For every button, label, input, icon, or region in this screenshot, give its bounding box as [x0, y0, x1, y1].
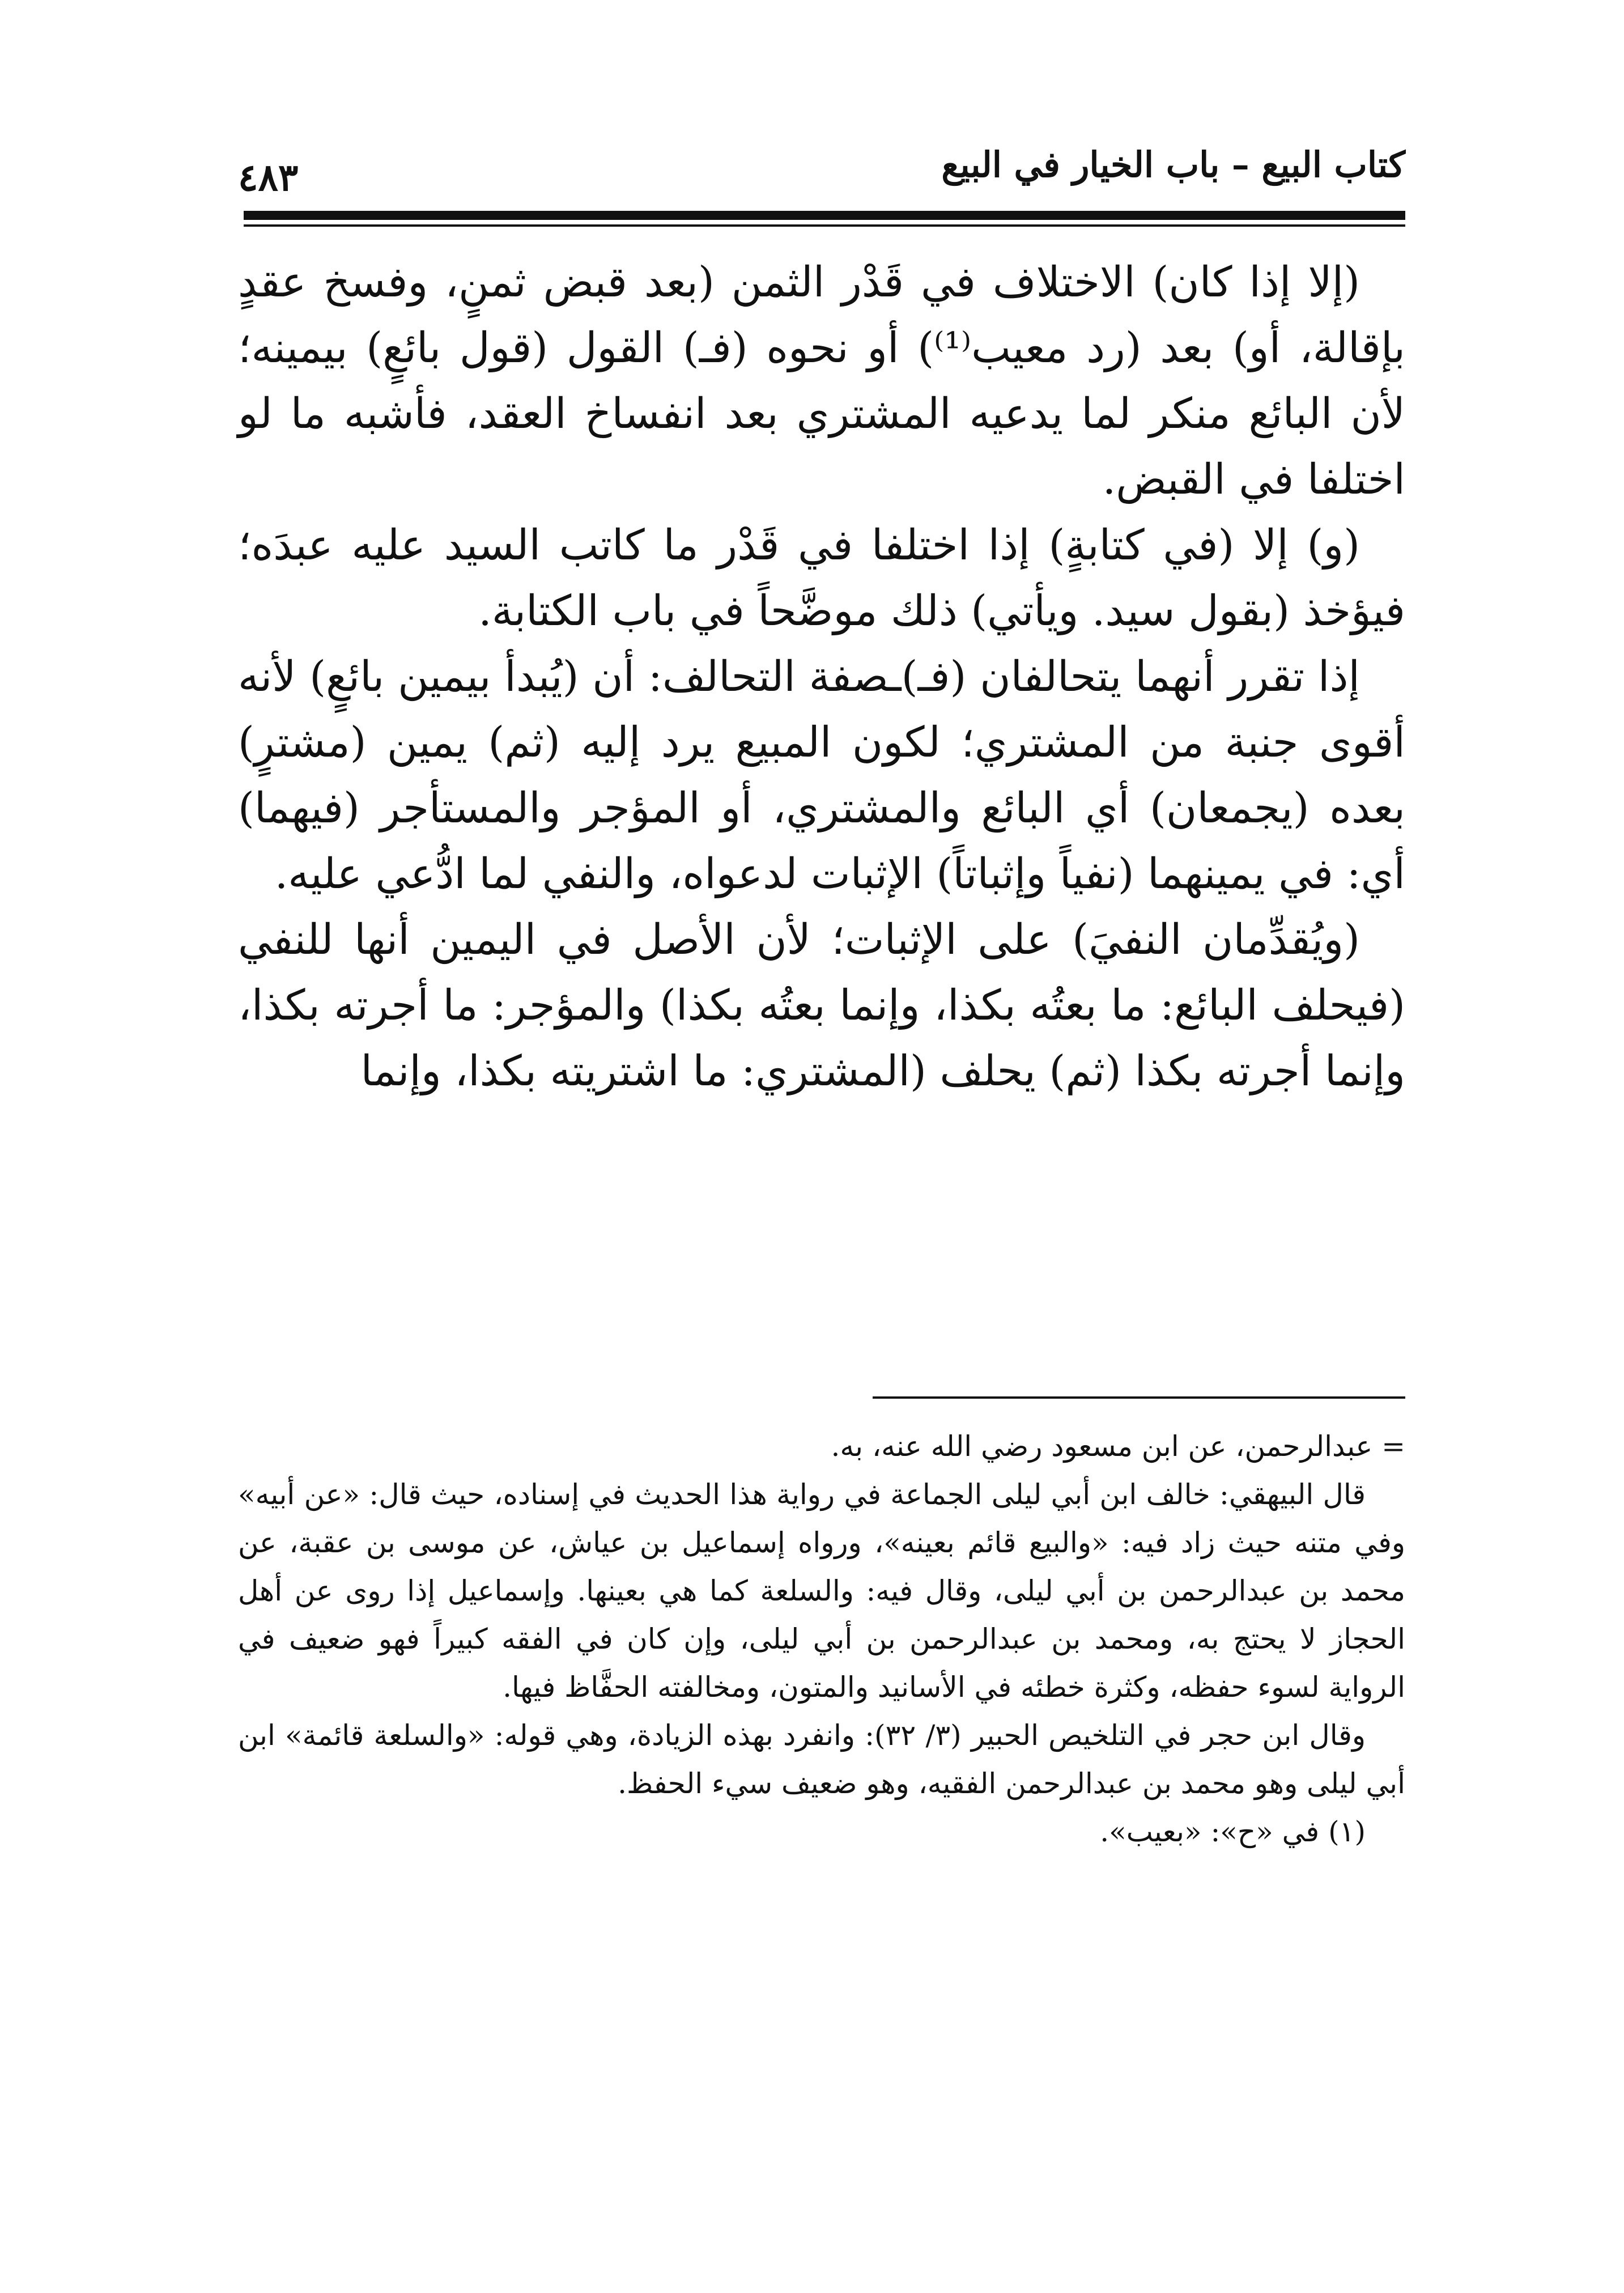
body-paragraph: (و) إلا (في كتابةٍ) إذا اختلفا في قَدْر ما كاتب السيد عليه عبدَه؛ فيؤخذ (بقول سيد. ويأتي) ذلك موضَّحاً في باب الكتابة.: [238, 521, 1405, 635]
page-number: ٤٨٣: [238, 155, 299, 199]
footnote-paragraph: قال البيهقي: خالف ابن أبي ليلى الجماعة في رواية هذا الحديث في إسناده، حيث قال: «عن أبيه» وفي متنه حيث زاد فيه: «والبيع قائم بعينه»، ورواه إسماعيل بن عياش، عن موسى بن عقبة، عن محمد بن عبدالرحمن بن أبي ليلى، وقال فيه: والسلعة كما هي بعينها. وإسماعيل إذا روى عن أهل الحجاز لا يحتج به، ومحمد بن عبدالرحمن بن أبي ليلى، وإن كان في الفقه كبيراً فهو ضعيف في الرواية لسوء حفظه، وكثرة خطئه في الأسانيد والمتون، ومخالفته الحفَّاظ فيها.: [238, 1478, 1405, 1704]
footnote-separator: [873, 1396, 1405, 1399]
body-paragraph: (ويُقدِّمان النفيَ) على الإثبات؛ لأن الأصل في اليمين أنها للنفي (فيحلف البائع: ما بعتُه بكذا، وإنما بعتُه بكذا) والمؤجر: ما أجرته بكذا، وإنما أجرته بكذا (ثم) يحلف (المشتري: ما اشتريته بكذا، وإنما: [238, 915, 1405, 1095]
page-header: [238, 130, 1405, 204]
main-text: [238, 249, 1405, 1104]
footnote-1: (١) في «ح»: «بعيب».: [1100, 1815, 1366, 1848]
header-rule-thick: [244, 211, 1405, 220]
footnote-continuation: = عبدالرحمن، عن ابن مسعود رضي الله عنه، به.: [831, 1430, 1405, 1463]
running-title: كتاب البيع – باب الخيار في البيع: [941, 144, 1405, 185]
footnote-paragraph: وقال ابن حجر في التلخيص الحبير (٣/ ٣٢): وانفرد بهذه الزيادة، وهي قوله: «والسلعة قائمة» ابن أبي ليلى وهو محمد بن عبدالرحمن الفقيه، وهو ضعيف سيء الحفظ.: [238, 1719, 1405, 1800]
header-rule-thin: [244, 224, 1405, 227]
body-paragraph: إذا تقرر أنهما يتحالفان (فـ)ـصفة التحالف: أن (يُبدأ بيمين بائعٍ) لأنه أقوى جنبة من المشتري؛ لكون المبيع يرد إليه (ثم) يمين (مشترٍ) بعده (يجمعان) أي البائع والمشتري، أو المؤجر والمستأجر (فيهما) أي: في يمينهما (نفياً وإثباتاً) الإثبات لدعواه، والنفي لما ادُّعي عليه.: [238, 652, 1405, 898]
footnotes: [238, 1422, 1405, 1856]
body-paragraph: (إلا إذا كان) الاختلاف في قَدْر الثمن (بعد قبض ثمنٍ، وفسخ عقدٍ بإقالة، أو) بعد (رد معيب⁽¹⁾) أو نحوه (فـ) القول (قول بائعٍ) بيمينه؛ لأن البائع منكر لما يدعيه المشتري بعد انفساخ العقد، فأشبه ما لو اختلفا في القبض.: [238, 258, 1406, 504]
